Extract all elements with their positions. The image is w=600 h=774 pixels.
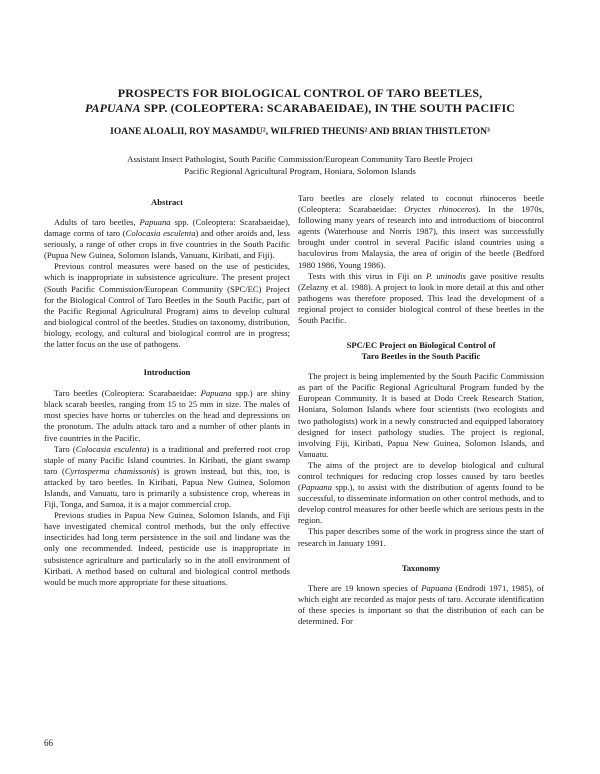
spc-paragraph-1: The project is being implemented by the South Pacific Commission as part of the Pacific Regional Agricultural Program funded by the European Community. It is based at Dodo Creek Research Station, Honiara, Solomon Islands where four scientists (two ecologists and two pathologists) work in a newly constructed and equipped laboratory designed for insect pathology studies. The project is regional, involving Fiji, Kiribati, Papua New Guinea, Solomon Islands, and Vanuatu.: [298, 371, 544, 459]
author-list: IOANE ALOALII, ROY MASAMDU², WILFRIED THEUNIS² AND BRIAN THISTLETON³: [110, 127, 490, 137]
text-run: spp.), to assist with the distribution of agents found to be successful, to disseminate information on other control methods, and to develop control measures for other beetle which are serious pests in the region.: [298, 482, 544, 526]
abstract-paragraph-1: [44, 217, 290, 261]
italic-run: Oryctes rhinoceros: [404, 204, 476, 215]
text-run: Taro (: [54, 443, 76, 454]
italic-run: Papuana: [139, 217, 171, 227]
affiliation: [40, 153, 560, 177]
abstract-paragraph-2: Previous control measures were based on the use of pesticides, which is inappropriate in subsistence agriculture. The present project (South Pacific Commission/European Community (SPC/EC) Project for the Biological Control of Taro Beetles in the South Pacific, part of the Pacific Regional Agricultural Program) aims to develop cultural and biological control of the beetles. Studies on taxonomy, distribution, biology, ecology, and cultural and biological control are in progress; the latter focus on the use of pathogens.: [44, 261, 290, 350]
text-run: Adults of taro beetles,: [54, 217, 140, 227]
virus-test-paragraph: [298, 271, 544, 326]
affiliation-line-1: Assistant Insect Pathologist, South Pacific Commission/European Community Taro Beetle Project: [127, 154, 473, 164]
title-line-1: PROSPECTS FOR BIOLOGICAL CONTROL OF TARO BEETLES,: [117, 86, 483, 100]
title-line-2: [40, 101, 560, 116]
italic-run: P. uninodis: [426, 270, 466, 281]
introduction-paragraph-1: [44, 388, 290, 443]
italic-run: Papuana: [300, 482, 332, 493]
text-run: Tests with this virus in Fiji on: [308, 270, 427, 281]
text-run: The aims of the project are to develop biological and cultural control techniques for reducing crop losses caused by taro beetles (: [298, 459, 544, 493]
taxonomy-heading: Taxonomy: [401, 562, 441, 573]
text-run: (Endrodi 1971, 1985), of which eight are recorded as major pests of taro. Accurate identification of these species is important so that the distribution of each can be determined. For: [298, 582, 544, 626]
text-run: Taro beetles (Coleoptera: Scarabaeidae:: [54, 388, 201, 399]
italic-run: Papuana: [421, 582, 453, 593]
text-run: ) is grown instead, but this, too, is attacked by taro beetles. In Kiribati, Papua New Guinea, Solomon Islands, and Vanuatu, taro is primarily a subsistence crop, whereas in Fiji, Tonga, and Samoa, it is a major commercial crop.: [44, 465, 290, 510]
text-run: ) and other aroids and, less seriously, a range of other crops in five countries in the South Pacific (Pupua New Guinea, Solomon Islands, Vanuatu, Kiribati, and Fiji).: [44, 228, 291, 261]
italic-run: Cyrtosperma chamissonis: [64, 465, 157, 476]
spc-paragraph-2: [298, 460, 544, 527]
affiliation-line-2: Pacific Regional Agricultural Program, Honiara, Solomon Islands: [184, 166, 416, 176]
italic-run: Papuana: [200, 388, 232, 399]
text-run: spp. (Coleoptera: Scarabaeidae), damage corms of taro (: [44, 217, 290, 239]
text-run: ) is a traditional and preferred root crop staple of many Pacific Island countries. In Kiribati, the giant swamp taro (: [44, 443, 290, 476]
italic-run: Colocasia esculenta: [75, 443, 147, 454]
continued-paragraph: [298, 193, 544, 271]
right-column: [298, 193, 544, 627]
spc-heading-line-1: SPC/EC Project on Biological Control of: [346, 340, 496, 351]
taxonomy-paragraph-1: [298, 583, 544, 627]
text-run: gave positive results (Zelazny et al. 1988). A project to look in more detail at this and other pathogens was therefore proposed. This lead the development of a regional project to consider biological control of these beetles in the South Pacific.: [298, 270, 544, 326]
text-run: ). In the 1970s, following many years of research into and introductions of biocontrol agents (Waterhouse and Norris 1987), this insect was successfully brought under control in several Pacific island countries using a baculovirus from Malaysia, the area of origin of the beetle (Bedford 1980 1986, Young 1986).: [298, 204, 545, 270]
spc-heading-line-2: Taro Beetles in the South Pacific: [361, 351, 481, 362]
title-line-2-rest: SPP. (COLEOPTERA: SCARABAEIDAE), IN THE SOUTH PACIFIC: [140, 101, 516, 115]
introduction-paragraph-3: Previous studies in Papua New Guinea, Solomon Islands, and Fiji have investigated chemical control methods, but the only effective insecticides had long term persistence in the soil and lindane was the only one recommended. Indeed, pesticide use is inappropriate in subsistence agriculture and particularly so in the atoll environment of Kiribati. A method based on cultural and biological control methods would be much more appropriate for these situations.: [44, 510, 290, 587]
spc-project-heading: [298, 340, 544, 362]
paper-title: [40, 86, 560, 116]
text-run: spp.) are shiny black scarab beetles, ranging from 15 to 25 mm in size. The males of most species have horns or tubercles on the head and depressions on the pronotum. The adults attack taro and a number of other plants in five countries in the Pacific.: [44, 388, 290, 443]
page-number: 66: [44, 738, 53, 748]
spc-paragraph-3: This paper describes some of the work in progress since the start of research in January 1991.: [298, 526, 544, 548]
title-genus: PAPUANA: [84, 101, 141, 115]
introduction-heading: Introduction: [143, 367, 191, 378]
italic-run: Colocasia esculenta: [125, 228, 196, 239]
text-run: There are 19 known species of: [308, 582, 422, 593]
abstract-heading: Abstract: [151, 197, 183, 207]
left-column: [44, 197, 290, 588]
introduction-paragraph-2: [44, 444, 290, 511]
text-run: Taro beetles are closely related to coconut rhinoceros beetle (Coleoptera: Scarabaeidae:: [298, 193, 544, 215]
